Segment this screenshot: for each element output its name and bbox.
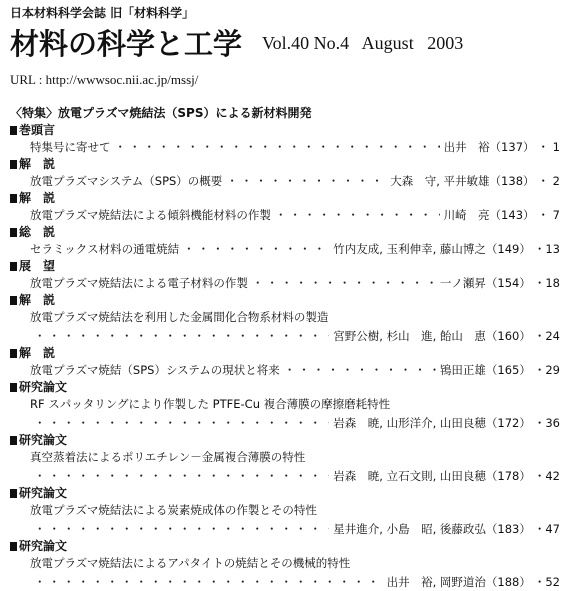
section-category (10, 292, 560, 308)
square-bullet-icon (10, 489, 17, 498)
leader-dots (34, 327, 329, 345)
leader-dots (226, 172, 386, 190)
article-title: 放電プラズマ焼結法によるアパタイトの焼結とその機械的特性 (30, 556, 351, 570)
toc-entry (10, 361, 560, 379)
section-category (10, 156, 560, 172)
article-authors: 星井進介, 小島 昭, 後藤政弘（183） (333, 522, 531, 536)
leader-dots (34, 573, 383, 591)
toc-section (10, 122, 560, 156)
leader-dots (34, 520, 329, 538)
square-bullet-icon (10, 160, 17, 169)
journal-subtitle: 日本材料科学会誌 旧「材料科学」 (10, 6, 195, 20)
category-label: 研究論文 (19, 486, 68, 500)
article-authors: 大森 守, 平井敏雄（138） (390, 174, 535, 188)
leader-dots (252, 274, 436, 292)
toc-entry (10, 467, 560, 485)
page-number: ・ 1 (537, 140, 560, 154)
article-authors: 竹内友成, 玉利伸幸, 藤山博之（149） (333, 242, 531, 256)
leader-dots (183, 240, 329, 258)
category-label: 解 説 (19, 157, 56, 171)
toc-entry (10, 240, 560, 258)
article-authors: 岩森 暁, 立石文則, 山田良穂（178） (333, 469, 531, 483)
square-bullet-icon (10, 296, 17, 305)
square-bullet-icon (10, 228, 17, 237)
toc-entry (10, 414, 560, 432)
volume-info: Vol.40 No.4 August 2003 (262, 33, 464, 53)
page-number: ・42 (533, 469, 560, 483)
toc-entry (10, 573, 560, 591)
square-bullet-icon (10, 542, 17, 551)
toc-section (10, 345, 560, 379)
toc-section (10, 432, 560, 485)
toc-section (10, 292, 560, 345)
category-label: 解 説 (19, 293, 56, 307)
category-label: 研究論文 (19, 380, 68, 394)
article-authors: 宮野公樹, 杉山 進, 飴山 恵（160） (333, 329, 531, 343)
page-number: ・47 (533, 522, 560, 536)
article-title: 放電プラズマ焼結法による電子材料の作製 (30, 276, 248, 290)
special-issue-heading: 〈特集〉放電プラズマ焼結法（SPS）による新材料開発 (10, 106, 312, 120)
article-title: 放電プラズマ焼結法による炭素焼成体の作製とその特性 (30, 503, 317, 517)
toc-entry (10, 520, 560, 538)
article-title: RF スパッタリングにより作製した PTFE-Cu 複合薄膜の摩擦磨耗特性 (30, 397, 391, 411)
page-number: ・24 (533, 329, 560, 343)
article-title: 放電プラズマ焼結法による傾斜機能材料の作製 (30, 208, 271, 222)
leader-dots (115, 138, 440, 156)
page-number: ・29 (533, 363, 560, 377)
article-title: 特集号に寄せて (30, 140, 111, 154)
toc-sections (10, 122, 560, 591)
article-authors: 出井 裕, 岡野道治（188） (386, 575, 531, 589)
section-category (10, 224, 560, 240)
square-bullet-icon (10, 194, 17, 203)
toc-entry (10, 327, 560, 345)
leader-dots (34, 467, 329, 485)
toc-section (10, 379, 560, 432)
article-authors: 岩森 暁, 山形洋介, 山田良穂（172） (333, 416, 531, 430)
article-authors: 川崎 亮（143） (443, 208, 535, 222)
toc-section (10, 224, 560, 258)
category-label: 研究論文 (19, 433, 68, 447)
category-label: 研究論文 (19, 539, 68, 553)
table-of-contents (10, 104, 560, 591)
article-title: 放電プラズマ焼結法を利用した金属間化合物系材料の製造 (30, 310, 329, 324)
article-title: 放電プラズマ焼結（SPS）システムの現状と将来 (30, 363, 280, 377)
square-bullet-icon (10, 349, 17, 358)
section-category (10, 485, 560, 501)
page-number: ・ 7 (537, 208, 560, 222)
section-category (10, 190, 560, 206)
category-label: 巻頭言 (19, 123, 56, 137)
journal-title: 材料の科学と工学 (10, 27, 243, 61)
toc-section (10, 156, 560, 190)
page-number: ・18 (533, 276, 560, 290)
square-bullet-icon (10, 126, 17, 135)
leader-dots (34, 414, 329, 432)
page-number: ・ 2 (537, 174, 560, 188)
toc-section (10, 538, 560, 591)
square-bullet-icon (10, 436, 17, 445)
article-title: 真空蒸着法によるポリエチレン－金属複合薄膜の特性 (30, 450, 306, 464)
page-number: ・52 (533, 575, 560, 589)
page-number: ・13 (533, 242, 560, 256)
leader-dots (275, 206, 440, 224)
toc-section (10, 258, 560, 292)
section-category (10, 538, 560, 554)
square-bullet-icon (10, 383, 17, 392)
section-category (10, 345, 560, 361)
journal-url: URL : http://wwwsoc.nii.ac.jp/mssj/ (10, 72, 199, 87)
category-label: 総 説 (19, 225, 56, 239)
toc-section (10, 190, 560, 224)
category-label: 展 望 (19, 259, 56, 273)
article-authors: 出井 裕（137） (443, 140, 535, 154)
section-category (10, 379, 560, 395)
leader-dots (284, 361, 436, 379)
toc-entry (10, 274, 560, 292)
square-bullet-icon (10, 262, 17, 271)
section-category (10, 432, 560, 448)
category-label: 解 説 (19, 346, 56, 360)
section-category (10, 122, 560, 138)
category-label: 解 説 (19, 191, 56, 205)
toc-entry (10, 206, 560, 224)
article-authors: 一ノ瀬昇（154） (439, 276, 531, 290)
article-title: 放電プラズマシステム（SPS）の概要 (30, 174, 223, 188)
toc-section (10, 485, 560, 538)
toc-entry (10, 172, 560, 190)
toc-entry (10, 138, 560, 156)
article-title: セラミックス材料の通電焼結 (30, 242, 180, 256)
page-number: ・36 (533, 416, 560, 430)
section-category (10, 258, 560, 274)
article-authors: 鴇田正雄（165） (439, 363, 531, 377)
